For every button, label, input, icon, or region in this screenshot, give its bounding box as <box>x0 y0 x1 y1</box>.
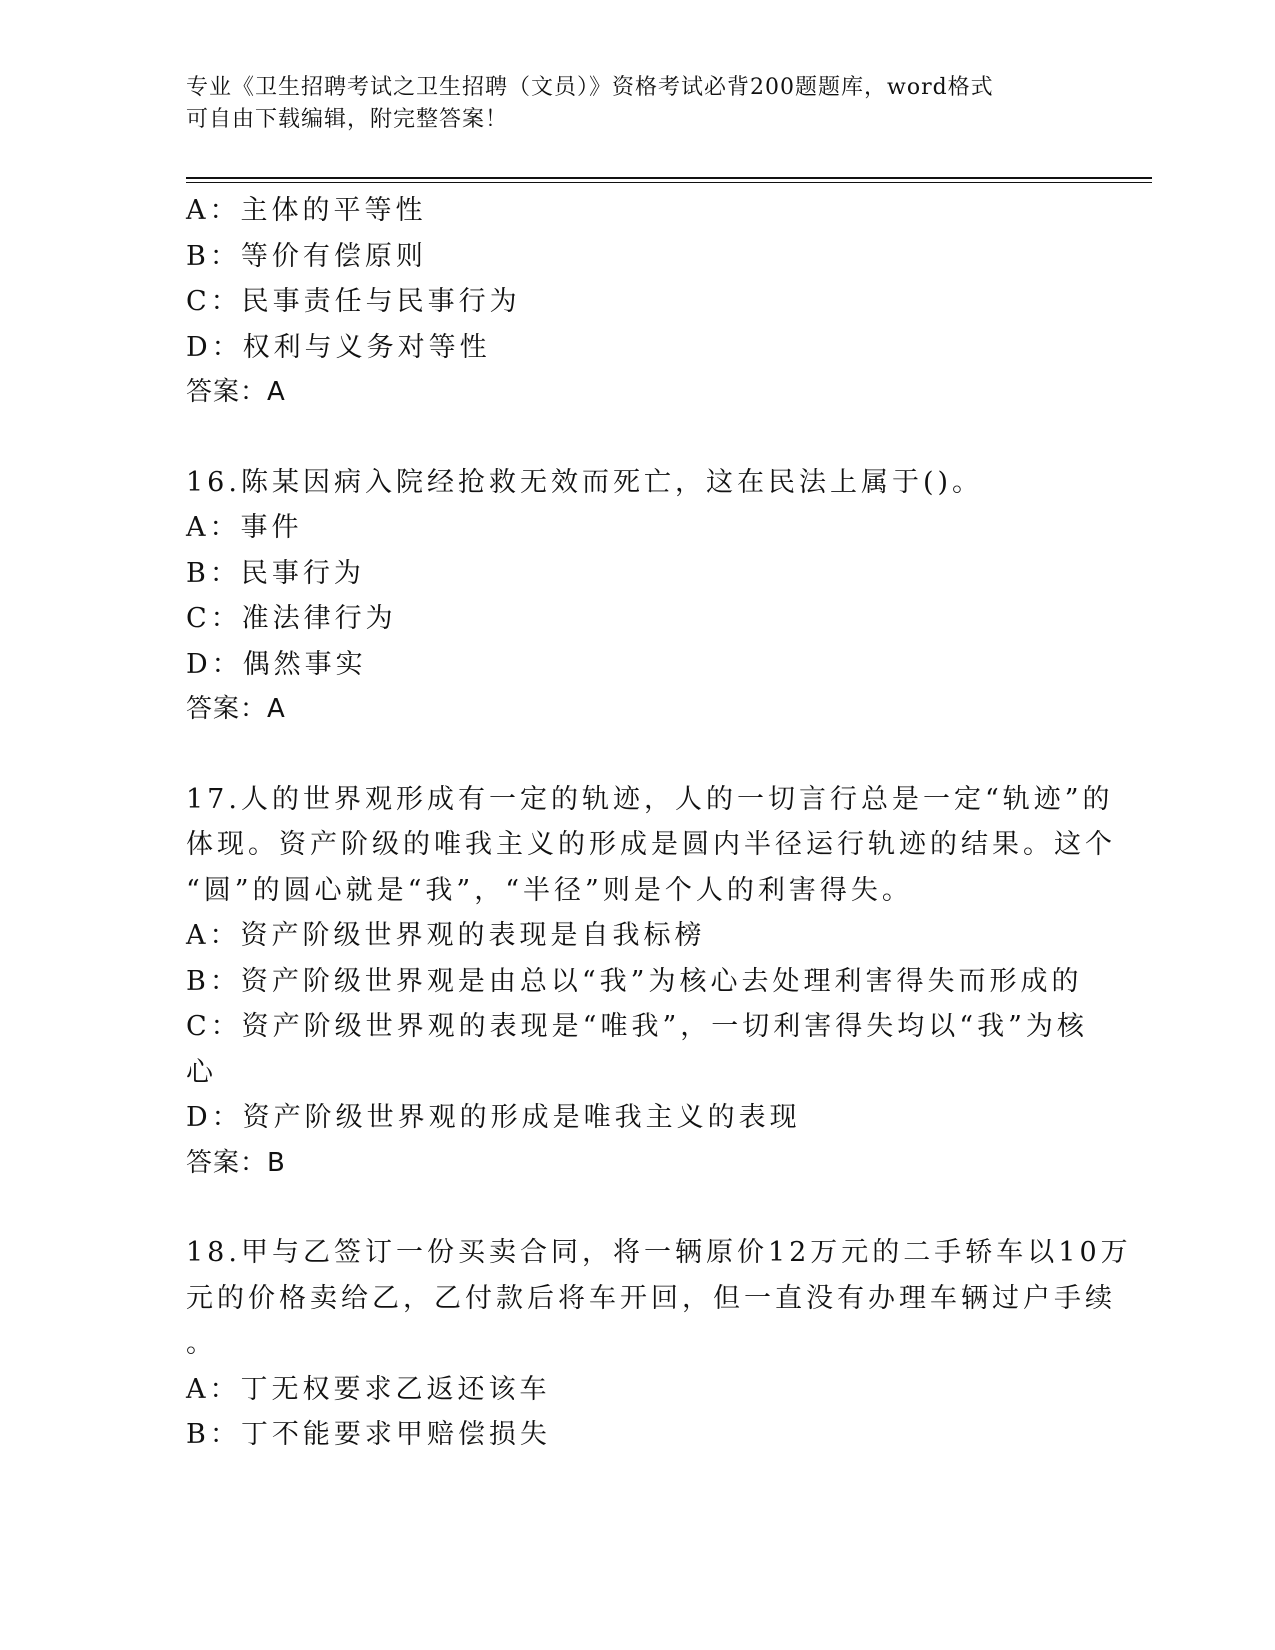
option-c: C：准法律行为 <box>186 603 397 634</box>
question-stem-line-2: 元的价格卖给乙，乙付款后将车开回，但一直没有办理车辆过户手续 <box>186 1282 1116 1314</box>
option-b: B：丁不能要求甲赔偿损失 <box>186 1419 551 1450</box>
option-c: C：民事责任与民事行为 <box>186 286 521 317</box>
question-stem-line-3: 。 <box>186 1328 217 1359</box>
question-stem-line-2: 体现。资产阶级的唯我主义的形成是圆内半径运行轨迹的结果。这个 <box>186 829 1116 860</box>
question-17 <box>186 777 1116 1187</box>
question-stem-line-1: 17.人的世界观形成有一定的轨迹，人的一切言行总是一定“轨迹”的 <box>186 783 1114 815</box>
header-divider-thin <box>186 182 1152 183</box>
question-18 <box>186 1230 1132 1458</box>
answer: 答案：A <box>186 694 286 724</box>
question-stem: 16.陈某因病入院经抢救无效而死亡，这在民法上属于()。 <box>186 466 984 498</box>
option-d: D：权利与义务对等性 <box>186 331 491 363</box>
document-header <box>186 72 1066 136</box>
option-a: A：主体的平等性 <box>186 195 427 226</box>
option-a: A：事件 <box>186 512 303 543</box>
option-d: D：偶然事实 <box>186 648 367 680</box>
header-divider-thick <box>186 177 1152 179</box>
question-list <box>186 188 1132 1458</box>
option-d: D：资产阶级世界观的形成是唯我主义的表现 <box>186 1102 801 1133</box>
option-c: C：资产阶级世界观的表现是“唯我”，一切利害得失均以“我”为核 <box>186 1011 1088 1042</box>
answer: 答案：A <box>186 377 286 407</box>
option-b: B：资产阶级世界观是由总以“我”为核心去处理利害得失而形成的 <box>186 965 1083 997</box>
header-line-1: 专业《卫生招聘考试之卫生招聘（文员）》资格考试必背200题题库，word格式 <box>186 75 994 100</box>
option-b: B：民事行为 <box>186 557 365 589</box>
option-c-continued: 心 <box>186 1056 217 1088</box>
option-b: B：等价有偿原则 <box>186 240 427 272</box>
question-15 <box>186 188 1086 416</box>
option-a: A：丁无权要求乙返还该车 <box>186 1373 551 1405</box>
header-line-2: 可自由下载编辑，附完整答案！ <box>186 107 509 132</box>
question-16 <box>186 460 1086 733</box>
question-stem-line-1: 18.甲与乙签订一份买卖合同，将一辆原价12万元的二手轿车以10万 <box>186 1237 1132 1268</box>
option-a: A：资产阶级世界观的表现是自我标榜 <box>186 920 706 951</box>
question-stem-line-3: “圆”的圆心就是“我”，“半径”则是个人的利害得失。 <box>186 874 913 906</box>
answer: 答案：B <box>186 1147 286 1178</box>
